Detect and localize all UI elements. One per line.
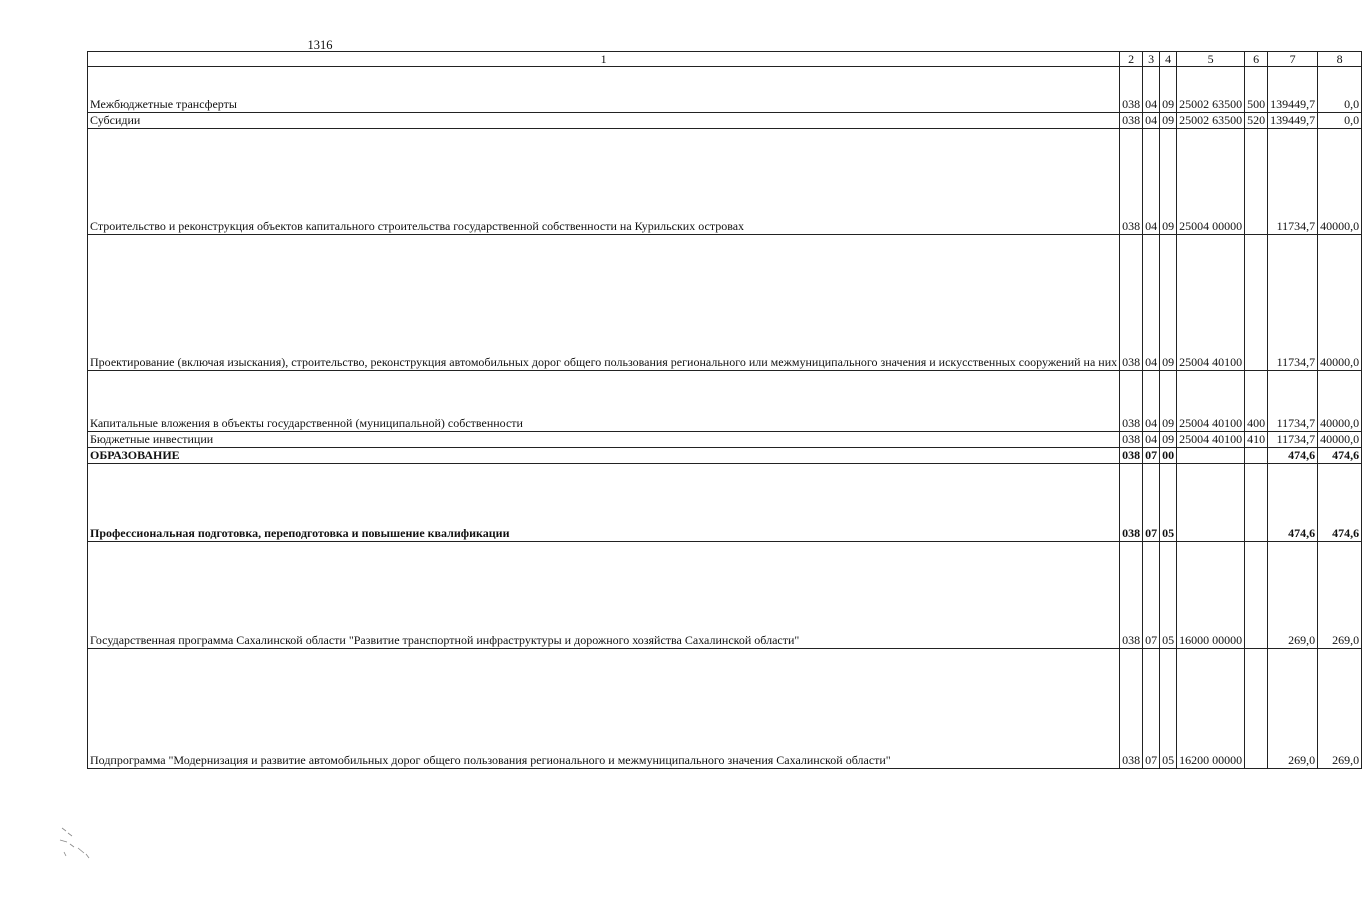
- code-expense-type: [1245, 235, 1268, 371]
- row-name: Субсидии: [88, 113, 1120, 129]
- row-name: Государственная программа Сахалинской области "Развитие транспортной инфраструктуры и дорожного хозяйства Сахалинской области": [88, 542, 1120, 649]
- header-row: [88, 52, 1362, 67]
- amount-col8: 269,0: [1318, 542, 1362, 649]
- code-expense-type: [1245, 649, 1268, 769]
- column-header-7: 7: [1268, 52, 1318, 67]
- code-section: 04: [1143, 67, 1160, 113]
- code-target-item: 25004 40100: [1177, 432, 1245, 448]
- code-expense-type: [1245, 448, 1268, 464]
- table-row: [88, 542, 1362, 649]
- code-target-item: 16000 00000: [1177, 542, 1245, 649]
- code-subsection: 05: [1160, 649, 1177, 769]
- code-target-item: [1177, 448, 1245, 464]
- table-row: [88, 129, 1362, 235]
- amount-col8: 474,6: [1318, 448, 1362, 464]
- code-expense-type: 400: [1245, 371, 1268, 432]
- code-expense-type: 520: [1245, 113, 1268, 129]
- column-header-3: 3: [1143, 52, 1160, 67]
- row-name: Капитальные вложения в объекты государственной (муниципальной) собственности: [88, 371, 1120, 432]
- code-subsection: 09: [1160, 432, 1177, 448]
- column-header-4: 4: [1160, 52, 1177, 67]
- code-target-item: 25004 00000: [1177, 129, 1245, 235]
- code-section: 07: [1143, 448, 1160, 464]
- amount-col7: 11734,7: [1268, 235, 1318, 371]
- code-ministry: 038: [1120, 432, 1143, 448]
- code-section: 04: [1143, 371, 1160, 432]
- row-name: Профессиональная подготовка, переподготовка и повышение квалификации: [88, 464, 1120, 542]
- code-subsection: 09: [1160, 129, 1177, 235]
- amount-col7: 474,6: [1268, 448, 1318, 464]
- amount-col7: 11734,7: [1268, 432, 1318, 448]
- code-subsection: 05: [1160, 542, 1177, 649]
- code-expense-type: 500: [1245, 67, 1268, 113]
- amount-col8: 0,0: [1318, 67, 1362, 113]
- amount-col8: 269,0: [1318, 649, 1362, 769]
- column-header-6: 6: [1245, 52, 1268, 67]
- code-expense-type: 410: [1245, 432, 1268, 448]
- code-ministry: 038: [1120, 113, 1143, 129]
- column-header-1: 1: [88, 52, 1120, 67]
- code-ministry: 038: [1120, 542, 1143, 649]
- table-row: [88, 235, 1362, 371]
- code-expense-type: [1245, 464, 1268, 542]
- table-row: [88, 67, 1362, 113]
- code-target-item: 25004 40100: [1177, 371, 1245, 432]
- row-name: Подпрограмма "Модернизация и развитие автомобильных дорог общего пользования регионального и межмуниципального значения Сахалинской области": [88, 649, 1120, 769]
- amount-col8: 0,0: [1318, 113, 1362, 129]
- code-ministry: 038: [1120, 371, 1143, 432]
- code-target-item: 25004 40100: [1177, 235, 1245, 371]
- code-subsection: 09: [1160, 371, 1177, 432]
- code-section: 07: [1143, 464, 1160, 542]
- table-row: [88, 448, 1362, 464]
- code-ministry: 038: [1120, 129, 1143, 235]
- table-row: [88, 113, 1362, 129]
- row-name: ОБРАЗОВАНИЕ: [88, 448, 1120, 464]
- amount-col7: 11734,7: [1268, 129, 1318, 235]
- table-row: [88, 432, 1362, 448]
- code-ministry: 038: [1120, 464, 1143, 542]
- code-target-item: 25002 63500: [1177, 113, 1245, 129]
- code-section: 07: [1143, 542, 1160, 649]
- budget-table: [87, 51, 1362, 769]
- code-ministry: 038: [1120, 67, 1143, 113]
- code-expense-type: [1245, 542, 1268, 649]
- code-section: 04: [1143, 235, 1160, 371]
- amount-col7: 269,0: [1268, 542, 1318, 649]
- row-name: Проектирование (включая изыскания), строительство, реконструкция автомобильных дорог общего пользования регионального или межмуниципального значения и искусственных сооружений на них: [88, 235, 1120, 371]
- amount-col8: 40000,0: [1318, 371, 1362, 432]
- amount-col8: 40000,0: [1318, 235, 1362, 371]
- amount-col8: 474,6: [1318, 464, 1362, 542]
- amount-col7: 139449,7: [1268, 67, 1318, 113]
- code-section: 04: [1143, 129, 1160, 235]
- row-name: Межбюджетные трансферты: [88, 67, 1120, 113]
- table-body: [88, 67, 1362, 769]
- table-row: [88, 649, 1362, 769]
- code-target-item: 16200 00000: [1177, 649, 1245, 769]
- code-section: 04: [1143, 113, 1160, 129]
- table-row: [88, 464, 1362, 542]
- column-header-2: 2: [1120, 52, 1143, 67]
- code-subsection: 09: [1160, 67, 1177, 113]
- column-header-5: 5: [1177, 52, 1245, 67]
- code-ministry: 038: [1120, 235, 1143, 371]
- code-target-item: [1177, 464, 1245, 542]
- table-row: [88, 371, 1362, 432]
- code-section: 07: [1143, 649, 1160, 769]
- page-number: 1316: [307, 38, 333, 52]
- code-subsection: 00: [1160, 448, 1177, 464]
- column-header-8: 8: [1318, 52, 1362, 67]
- amount-col7: 139449,7: [1268, 113, 1318, 129]
- code-subsection: 09: [1160, 235, 1177, 371]
- amount-col7: 11734,7: [1268, 371, 1318, 432]
- row-name: Бюджетные инвестиции: [88, 432, 1120, 448]
- amount-col7: 474,6: [1268, 464, 1318, 542]
- code-target-item: 25002 63500: [1177, 67, 1245, 113]
- amount-col8: 40000,0: [1318, 129, 1362, 235]
- scan-artifact-mark: [58, 826, 98, 860]
- amount-col8: 40000,0: [1318, 432, 1362, 448]
- row-name: Строительство и реконструкция объектов капитального строительства государственной собственности на Курильских островах: [88, 129, 1120, 235]
- code-ministry: 038: [1120, 448, 1143, 464]
- code-ministry: 038: [1120, 649, 1143, 769]
- amount-col7: 269,0: [1268, 649, 1318, 769]
- code-expense-type: [1245, 129, 1268, 235]
- code-section: 04: [1143, 432, 1160, 448]
- code-subsection: 09: [1160, 113, 1177, 129]
- code-subsection: 05: [1160, 464, 1177, 542]
